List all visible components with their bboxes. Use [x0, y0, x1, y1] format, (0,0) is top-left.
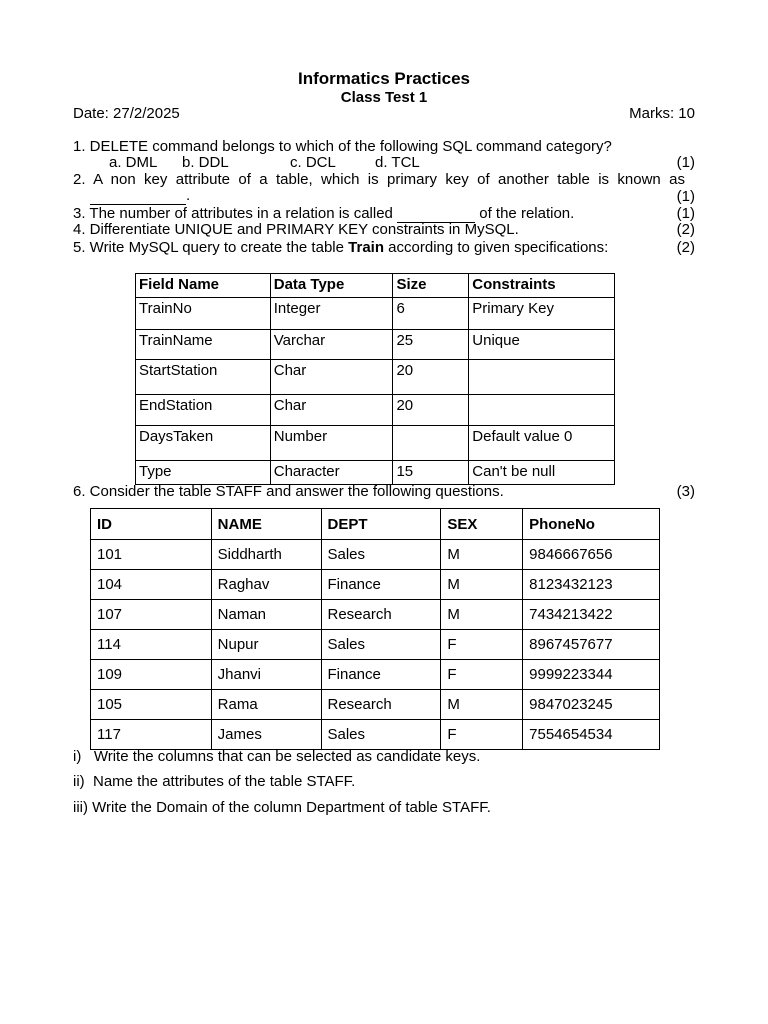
table-cell: James [211, 720, 321, 750]
table-row [136, 360, 615, 395]
table-cell: Type [136, 461, 271, 485]
table-cell: 20 [393, 360, 469, 395]
table-cell: DaysTaken [136, 426, 271, 461]
staff-table [90, 508, 660, 750]
table-row [136, 330, 615, 360]
table-cell: Char [270, 360, 393, 395]
train-spec-table [135, 273, 615, 485]
table-header: ID [91, 509, 212, 540]
table-header: DEPT [321, 509, 441, 540]
table-cell: 9846667656 [523, 540, 660, 570]
table-cell [469, 395, 615, 426]
q1-marks: (1) [676, 154, 695, 171]
q6-marks: (3) [676, 483, 695, 500]
subquestion-ii: ii) Name the attributes of the table STAFF. [73, 773, 356, 790]
table-row [91, 690, 660, 720]
table-cell: 109 [91, 660, 212, 690]
table-header: Field Name [136, 274, 271, 298]
table-cell: 15 [393, 461, 469, 485]
table-cell: Research [321, 600, 441, 630]
table-cell: Default value 0 [469, 426, 615, 461]
table-cell: 101 [91, 540, 212, 570]
question-6-text: 6. Consider the table STAFF and answer the following questions. [73, 483, 504, 500]
table-cell [469, 360, 615, 395]
table-cell: Finance [321, 660, 441, 690]
question-3-text: 3. The number of attributes in a relation is called of the relation. [73, 205, 575, 222]
table-row [91, 660, 660, 690]
table-cell: 6 [393, 298, 469, 330]
table-cell: 107 [91, 600, 212, 630]
q3-marks: (1) [676, 205, 695, 222]
table-row [91, 600, 660, 630]
table-row [136, 426, 615, 461]
table-cell: M [441, 570, 523, 600]
table-cell: 7434213422 [523, 600, 660, 630]
table-cell: Raghav [211, 570, 321, 600]
table-cell: 20 [393, 395, 469, 426]
table-cell: Rama [211, 690, 321, 720]
table-header: Constraints [469, 274, 615, 298]
q1-option-a: a. DML [109, 154, 158, 171]
question-5-text: 5. Write MySQL query to create the table Train according to given specifications: [73, 239, 609, 256]
table-cell: Finance [321, 570, 441, 600]
table-header: Data Type [270, 274, 393, 298]
table-header: SEX [441, 509, 523, 540]
table-cell: Can't be null [469, 461, 615, 485]
table-cell: M [441, 600, 523, 630]
table-cell: Nupur [211, 630, 321, 660]
table-header: Size [393, 274, 469, 298]
table-cell: 114 [91, 630, 212, 660]
table-cell: Primary Key [469, 298, 615, 330]
table-header: PhoneNo [523, 509, 660, 540]
total-marks: Marks: 10 [629, 105, 695, 122]
table-header: NAME [211, 509, 321, 540]
table-cell: M [441, 540, 523, 570]
table-cell: Number [270, 426, 393, 461]
table-cell: F [441, 720, 523, 750]
table-cell: Character [270, 461, 393, 485]
subquestion-i: i) Write the columns that can be selected as candidate keys. [73, 748, 481, 765]
table-cell: Varchar [270, 330, 393, 360]
q4-marks: (2) [676, 221, 695, 238]
question-1-text: 1. DELETE command belongs to which of the following SQL command category? [73, 138, 612, 155]
page-subtitle: Class Test 1 [340, 89, 428, 106]
table-cell: Char [270, 395, 393, 426]
table-cell: StartStation [136, 360, 271, 395]
table-cell: 9847023245 [523, 690, 660, 720]
table-cell: 8123432123 [523, 570, 660, 600]
table-cell: Naman [211, 600, 321, 630]
table-cell: Jhanvi [211, 660, 321, 690]
table-cell: Sales [321, 540, 441, 570]
table-cell: Sales [321, 630, 441, 660]
q1-option-d: d. TCL [375, 154, 420, 171]
test-date: Date: 27/2/2025 [73, 105, 180, 122]
table-cell: TrainNo [136, 298, 271, 330]
table-row [91, 720, 660, 750]
question-4-text: 4. Differentiate UNIQUE and PRIMARY KEY constraints in MySQL. [73, 221, 519, 238]
table-row [136, 395, 615, 426]
table-cell [393, 426, 469, 461]
table-cell: EndStation [136, 395, 271, 426]
question-2-text: 2. A non key attribute of a table, which is primary key of another table is known as [73, 171, 685, 188]
table-row [136, 298, 615, 330]
table-row [136, 461, 615, 485]
q2-answer-blank: . [90, 187, 190, 205]
table-cell: Siddharth [211, 540, 321, 570]
table-cell: Unique [469, 330, 615, 360]
table-row [91, 540, 660, 570]
table-cell: Research [321, 690, 441, 720]
table-cell: Integer [270, 298, 393, 330]
subquestion-iii: iii) Write the Domain of the column Department of table STAFF. [73, 799, 491, 816]
q1-option-b: b. DDL [182, 154, 229, 171]
table-row [91, 570, 660, 600]
table-cell: 8967457677 [523, 630, 660, 660]
table-cell: TrainName [136, 330, 271, 360]
table-row [91, 630, 660, 660]
table-cell: 7554654534 [523, 720, 660, 750]
q2-marks: (1) [676, 188, 695, 205]
table-cell: M [441, 690, 523, 720]
table-cell: 9999223344 [523, 660, 660, 690]
table-cell: 117 [91, 720, 212, 750]
q1-option-c: c. DCL [290, 154, 336, 171]
table-cell: 105 [91, 690, 212, 720]
table-cell: Sales [321, 720, 441, 750]
q5-marks: (2) [676, 239, 695, 256]
table-cell: 25 [393, 330, 469, 360]
page-title: Informatics Practices [298, 69, 470, 88]
table-cell: F [441, 630, 523, 660]
table-cell: F [441, 660, 523, 690]
table-cell: 104 [91, 570, 212, 600]
